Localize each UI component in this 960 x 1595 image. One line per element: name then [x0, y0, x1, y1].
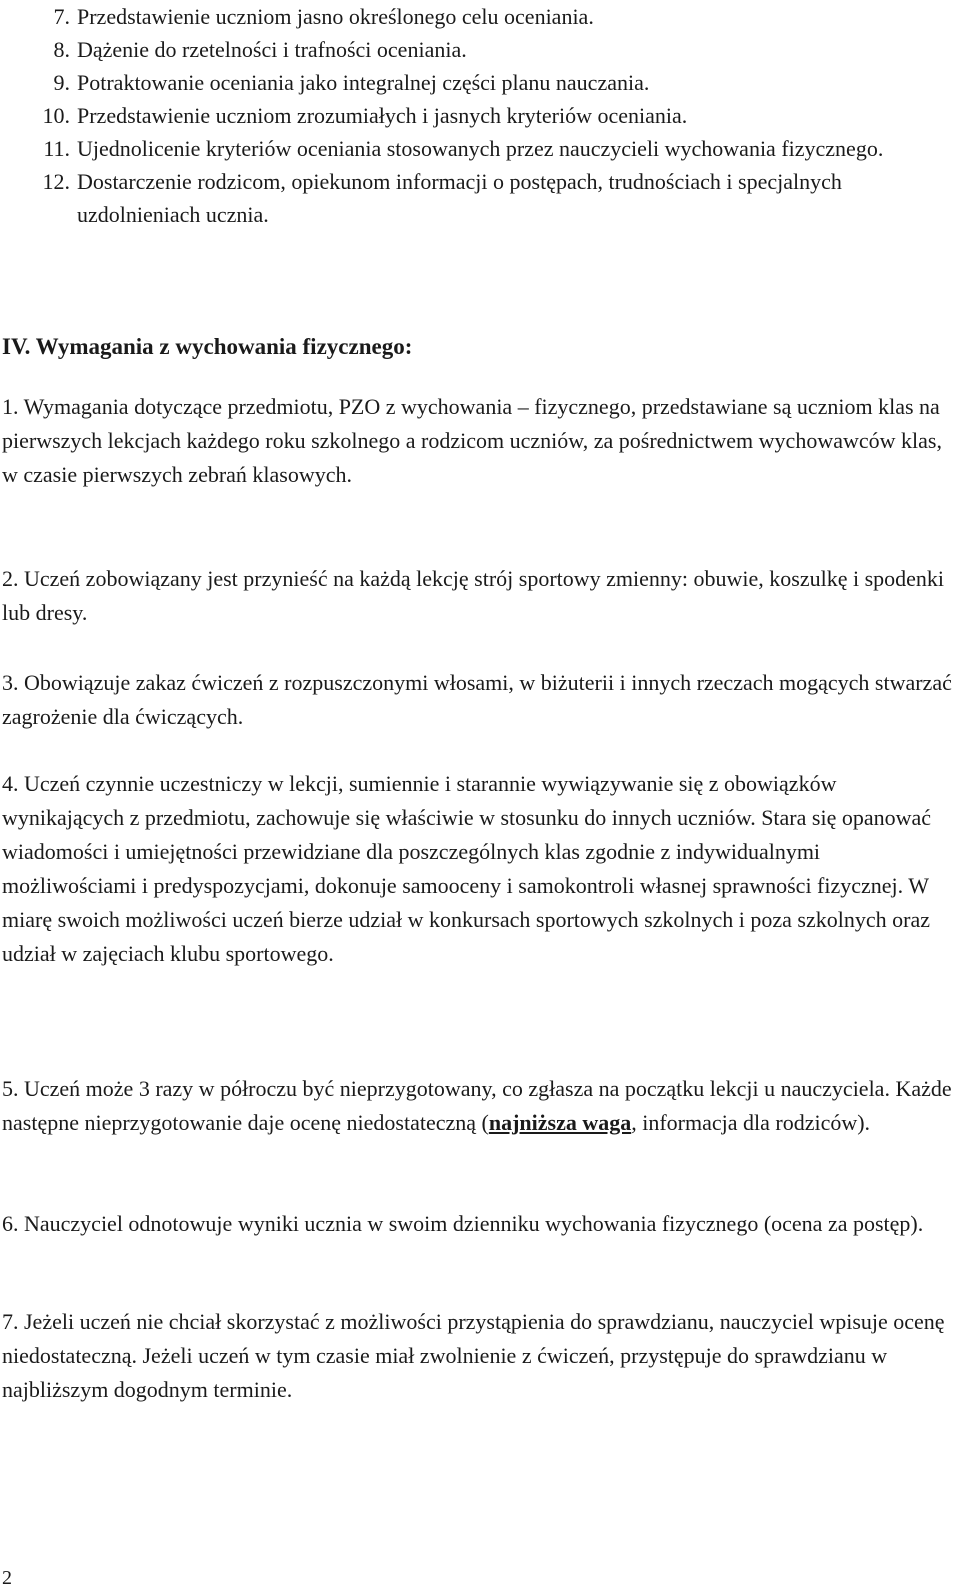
list-item-number: 11.	[43, 136, 70, 161]
paragraph-5-text-end: , informacja dla rodziców).	[631, 1110, 871, 1135]
page-number: 2	[2, 1567, 12, 1589]
paragraph-5	[0, 1072, 952, 1140]
list-item	[0, 0, 960, 33]
paragraph-1: 1. Wymagania dotyczące przedmiotu, PZO z wychowania – fizycznego, przedstawiane są uczniom klas na pierwszych lekcjach każdego roku szkolnego a rodzicom uczniów, za pośrednictwem wychowawców klas, w czasie pierwszych zebrań klasowych.	[2, 394, 942, 487]
objectives-list	[0, 0, 960, 231]
list-item-text: Przedstawienie uczniom zrozumiałych i jasnych kryteriów oceniania.	[77, 103, 688, 128]
list-item-number: 9.	[53, 70, 70, 95]
list-item-number: 12.	[42, 169, 70, 194]
list-item-number: 7.	[53, 4, 70, 29]
paragraph-7: 7. Jeżeli uczeń nie chciał skorzystać z możliwości przystąpienia do sprawdzianu, nauczyciel wpisuje ocenę niedostateczną. Jeżeli uczeń w tym czasie miał zwolnienie z ćwiczeń, przystępuje do sprawdzianu w najbliższym dogodnym terminie.	[2, 1309, 945, 1402]
list-item	[0, 99, 960, 132]
paragraph-2: 2. Uczeń zobowiązany jest przynieść na każdą lekcję strój sportowy zmienny: obuwie, koszulkę i spodenki lub dresy.	[2, 566, 945, 625]
list-item-text: Przedstawienie uczniom jasno określonego celu oceniania.	[77, 4, 594, 29]
list-item-number: 10.	[42, 103, 70, 128]
list-item	[0, 132, 960, 165]
section-heading: IV. Wymagania z wychowania fizycznego:	[2, 334, 413, 359]
paragraph-5-text: 5. Uczeń może 3 razy w półroczu być nieprzygotowany, co zgłasza na początku lekcji u nauczyciela. Każde następne nieprzygotowanie daje ocenę niedostateczną (	[2, 1076, 952, 1135]
paragraph-4: 4. Uczeń czynnie uczestniczy w lekcji, sumiennie i starannie wywiązywanie się z obowiązków wynikających z przedmiotu, zachowuje się właściwie w stosunku do innych uczniów. Stara się opanować wiadomości i umiejętności przewidziane dla poszczególnych klas zgodnie z indywidualnymi możliwościami i predyspozycjami, dokonuje samooceny i samokontroli własnej sprawności fizycznej. W miarę swoich możliwości uczeń bierze udział w konkursach sportowych szkolnych i poza szkolnych oraz udział w zajęciach klubu sportowego.	[2, 771, 932, 966]
paragraph-6: 6. Nauczyciel odnotowuje wyniki ucznia w swoim dzienniku wychowania fizycznego (ocena za postęp).	[2, 1211, 924, 1236]
list-item-text: Potraktowanie oceniania jako integralnej części planu nauczania.	[77, 70, 650, 95]
emphasis-lowest-weight: najniższa waga	[488, 1110, 632, 1135]
list-item-number: 8.	[53, 37, 70, 62]
paragraph-3: 3. Obowiązuje zakaz ćwiczeń z rozpuszczonymi włosami, w biżuterii i innych rzeczach mogących stwarzać zagrożenie dla ćwiczących.	[2, 670, 952, 729]
list-item-text: Dążenie do rzetelności i trafności oceniania.	[77, 37, 467, 62]
list-item	[0, 165, 960, 231]
list-item-text: Ujednolicenie kryteriów oceniania stosowanych przez nauczycieli wychowania fizycznego.	[77, 136, 884, 161]
list-item-text: Dostarczenie rodzicom, opiekunom informacji o postępach, trudnościach i specjalnych uzdolnieniach ucznia.	[77, 169, 842, 227]
list-item	[0, 66, 960, 99]
list-item	[0, 33, 960, 66]
